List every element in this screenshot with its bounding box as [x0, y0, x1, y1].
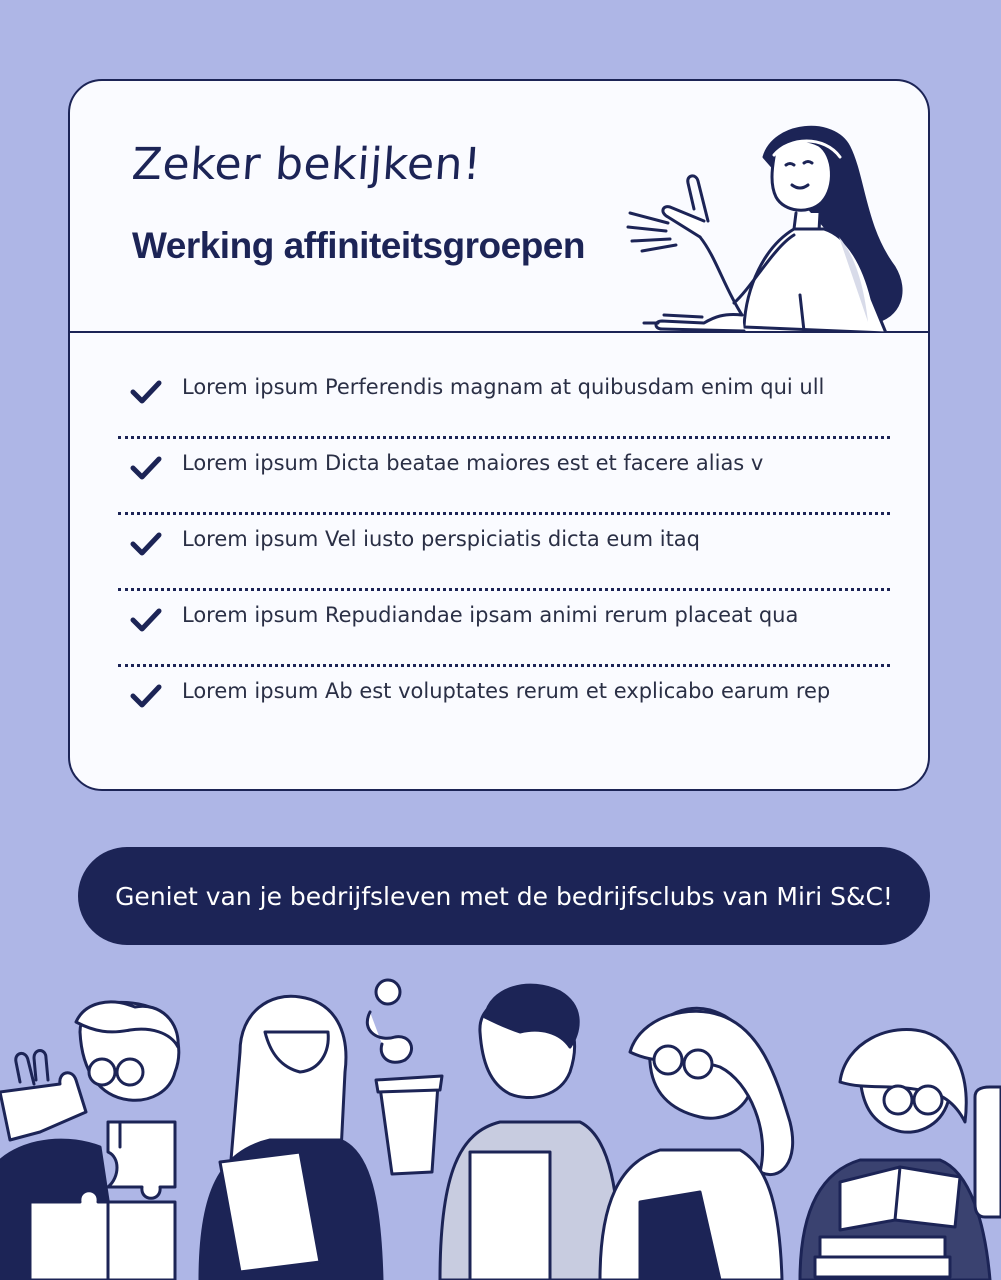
list-item-text: Lorem ipsum Perferendis magnam at quibusdam enim qui ull	[182, 375, 825, 399]
check-icon	[130, 607, 162, 633]
card-subtitle: Werking affiniteitsgroepen	[132, 225, 585, 266]
list-item-text: Lorem ipsum Vel iusto perspiciatis dicta eum itaq	[182, 527, 700, 551]
list-item	[118, 591, 890, 667]
list-item-text: Lorem ipsum Ab est voluptates rerum et explicabo earum rep	[182, 679, 831, 703]
checklist	[118, 363, 890, 743]
list-item-text: Lorem ipsum Dicta beatae maiores est et facere alias v	[182, 451, 764, 475]
list-item	[118, 363, 890, 439]
list-item	[118, 515, 890, 591]
group-of-people-illustration	[0, 972, 1001, 1280]
check-icon	[130, 683, 162, 709]
list-item	[118, 439, 890, 515]
list-item-text: Lorem ipsum Repudiandae ipsam animi rerum placeat qua	[182, 603, 799, 627]
cta-banner	[78, 847, 930, 945]
cta-banner-text: Geniet van je bedrijfsleven met de bedrijfsclubs van Miri S&C!	[115, 881, 893, 911]
card-header	[70, 81, 928, 333]
card-title: Zeker bekijken!	[130, 139, 484, 190]
info-card	[68, 79, 930, 791]
list-item	[118, 667, 890, 743]
check-icon	[130, 531, 162, 557]
check-icon	[130, 455, 162, 481]
check-icon	[130, 379, 162, 405]
presenting-woman-illustration	[624, 117, 914, 333]
